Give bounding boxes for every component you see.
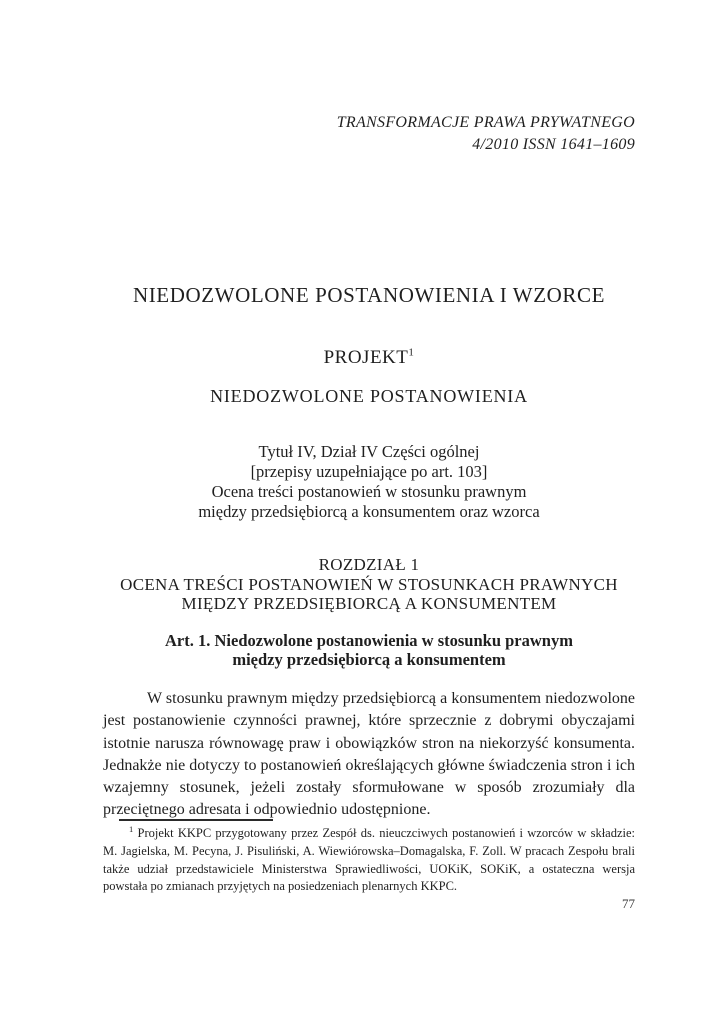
motto-line: Tytuł IV, Dział IV Części ogólnej <box>258 442 480 461</box>
article-heading-line: między przedsiębiorcą a konsumentem <box>232 649 506 669</box>
journal-title: TRANSFORMACJE PRAWA PRYWATNEGO <box>336 114 635 131</box>
page-number: 77 <box>622 896 635 911</box>
article-heading-line: Art. 1. Niedozwolone postanowienia w stosunku prawnym <box>165 631 573 650</box>
footnote <box>103 825 635 896</box>
chapter-heading <box>103 555 635 614</box>
project-label-text: PROJEKT <box>323 347 409 368</box>
chapter-title-line: OCENA TREŚCI POSTANOWIEŃ W STOSUNKACH PRAWNYCH <box>120 574 618 594</box>
motto-line: Ocena treści postanowień w stosunku prawnym <box>211 482 527 501</box>
document-subtitle: NIEDOZWOLONE POSTANOWIENIA <box>210 386 528 406</box>
footnote-separator-rule <box>119 819 273 821</box>
motto-line: [przepisy uzupełniające po art. 103] <box>250 462 488 481</box>
journal-header <box>103 112 635 156</box>
motto-line: między przedsiębiorcą a konsumentem oraz wzorca <box>198 502 540 521</box>
footnote-reference-marker: 1 <box>408 346 415 359</box>
page-title: NIEDOZWOLONE POSTANOWIENIA I WZORCE <box>132 283 606 307</box>
title-motto-block <box>103 442 635 522</box>
chapter-title-line: MIĘDZY PRZEDSIĘBIORCĄ A KONSUMENTEM <box>181 594 557 613</box>
project-label <box>103 347 635 369</box>
footnote-text: Projekt KKPC przygotowany przez Zespół ds. nieuczciwych postanowień i wzorców w składzie: M. Jagielska, M. Pecyna, J. Pisuliński, A. Wiewiórowska–Domagalska, F. Zoll. W pracach Zespołu brali także udział przedstawiciele Ministerstwa Sprawiedliwości, UOKiK, SOKiK, a ostateczna wersja powstała po zmianach przyjętych na posiedzeniach plenarnych KKPC. <box>103 826 636 894</box>
journal-issue-issn: 4/2010 ISSN 1641–1609 <box>472 136 635 153</box>
footnote-number: 1 <box>129 823 134 834</box>
article-body-paragraph: W stosunku prawnym między przedsiębiorcą a konsumentem niedozwolone jest postanowienie czynności prawnej, które sprzecznie z dobrymi obyczajami istotnie narusza równowagę praw i obowiązków stron na niekorzyść konsumenta. Jednakże nie dotyczy to postanowień określających główne świadczenia stron i ich wzajemny stosunek, jeżeli zostały sformułowane w sposób zrozumiały dla przeciętnego adresata i odpowiednio udostępnione. <box>103 690 635 819</box>
chapter-number: ROZDZIAŁ 1 <box>318 555 420 574</box>
article-heading <box>103 632 635 670</box>
